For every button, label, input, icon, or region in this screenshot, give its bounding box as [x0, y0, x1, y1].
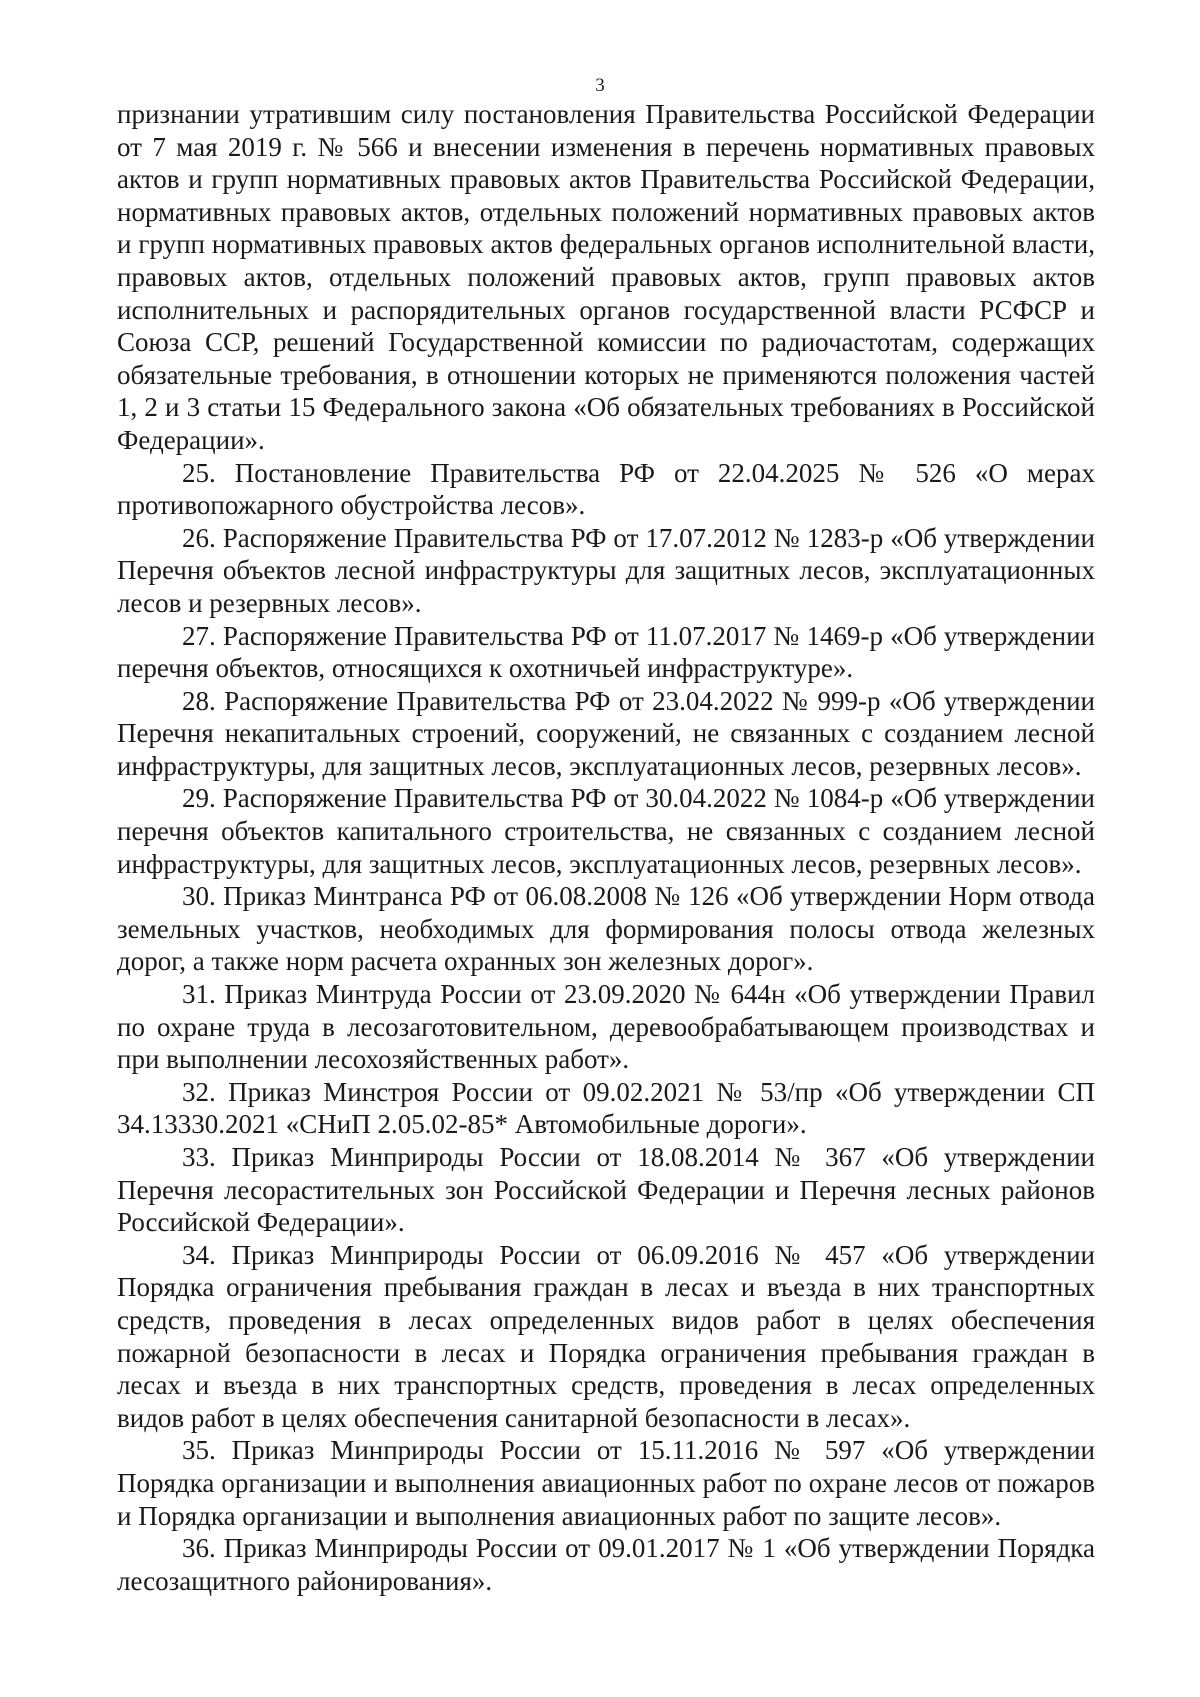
list-item-31: 31. Приказ Минтруда России от 23.09.2020 № 644н «Об утверждении Правил по охране труда в лесозаготовительном, деревообрабатывающем производствах и при выполнении лесохозяйственных работ».	[117, 979, 1095, 1075]
list-item-25: 25. Постановление Правительства РФ от 22.04.2025 № 526 «О мерах противопожарного обустройства лесов».	[117, 457, 1095, 521]
page-number: 3	[595, 75, 605, 96]
list-item-30: 30. Приказ Минтранса РФ от 06.08.2008 № 126 «Об утверждении Норм отвода земельных участков, необходимых для формирования полосы отвода железных дорог, а также норм расчета охранных зон железных дорог».	[117, 881, 1095, 977]
list-item-34: 34. Приказ Минприроды России от 06.09.2016 № 457 «Об утверждении Порядка ограничения пребывания граждан в лесах и въезда в них транспортных средств, проведения в лесах определенных видов работ в целях обеспечения пожарной безопасности в лесах и Порядка ограничения пребывания граждан в лесах и въезда в них транспортных средств, проведения в лесах определенных видов работ в целях обеспечения санитарной безопасности в лесах».	[117, 1239, 1095, 1433]
list-item-32: 32. Приказ Минстроя России от 09.02.2021 № 53/пр «Об утверждении СП 34.13330.2021 «СНиП 2.05.02-85* Автомобильные дороги».	[117, 1076, 1095, 1140]
list-item-27: 27. Распоряжение Правительства РФ от 11.07.2017 № 1469-р «Об утверждении перечня объектов, относящихся к охотничьей инфраструктуре».	[117, 620, 1095, 684]
list-item-28: 28. Распоряжение Правительства РФ от 23.04.2022 № 999-р «Об утверждении Перечня некапитальных строений, сооружений, не связанных с созданием лесной инфраструктуры, для защитных лесов, эксплуатационных лесов, резервных лесов».	[117, 685, 1095, 781]
continued-paragraph: признании утратившим силу постановления Правительства Российской Федерации от 7 мая 2019 г. № 566 и внесении изменения в перечень нормативных правовых актов и групп нормативных правовых актов Правительства Российской Федерации, нормативных правовых актов, отдельных положений нормативных правовых актов и групп нормативных правовых актов федеральных органов исполнительной власти, правовых актов, отдельных положений правовых актов, групп правовых актов исполнительных и распорядительных органов государственной власти РСФСР и Союза ССР, решений Государственной комиссии по радиочастотам, содержащих обязательные требования, в отношении которых не применяются положения частей 1, 2 и 3 статьи 15 Федерального закона «Об обязательных требованиях в Российской Федерации».	[117, 99, 1095, 455]
list-item-33: 33. Приказ Минприроды России от 18.08.2014 № 367 «Об утверждении Перечня лесорастительных зон Российской Федерации и Перечня лесных районов Российской Федерации».	[117, 1142, 1095, 1238]
list-item-35: 35. Приказ Минприроды России от 15.11.2016 № 597 «Об утверждении Порядка организации и выполнения авиационных работ по охране лесов от пожаров и Порядка организации и выполнения авиационных работ по защите лесов».	[117, 1435, 1095, 1531]
list-item-36: 36. Приказ Минприроды России от 09.01.2017 № 1 «Об утверждении Порядка лесозащитного районирования».	[117, 1533, 1095, 1596]
document-body	[117, 98, 1095, 1597]
list-item-26: 26. Распоряжение Правительства РФ от 17.07.2012 № 1283-р «Об утверждении Перечня объектов лесной инфраструктуры для защитных лесов, эксплуатационных лесов и резервных лесов».	[117, 522, 1095, 618]
list-item-29: 29. Распоряжение Правительства РФ от 30.04.2022 № 1084-р «Об утверждении перечня объектов капитального строительства, не связанных с созданием лесной инфраструктуры, для защитных лесов, эксплуатационных лесов, резервных лесов».	[117, 783, 1095, 879]
